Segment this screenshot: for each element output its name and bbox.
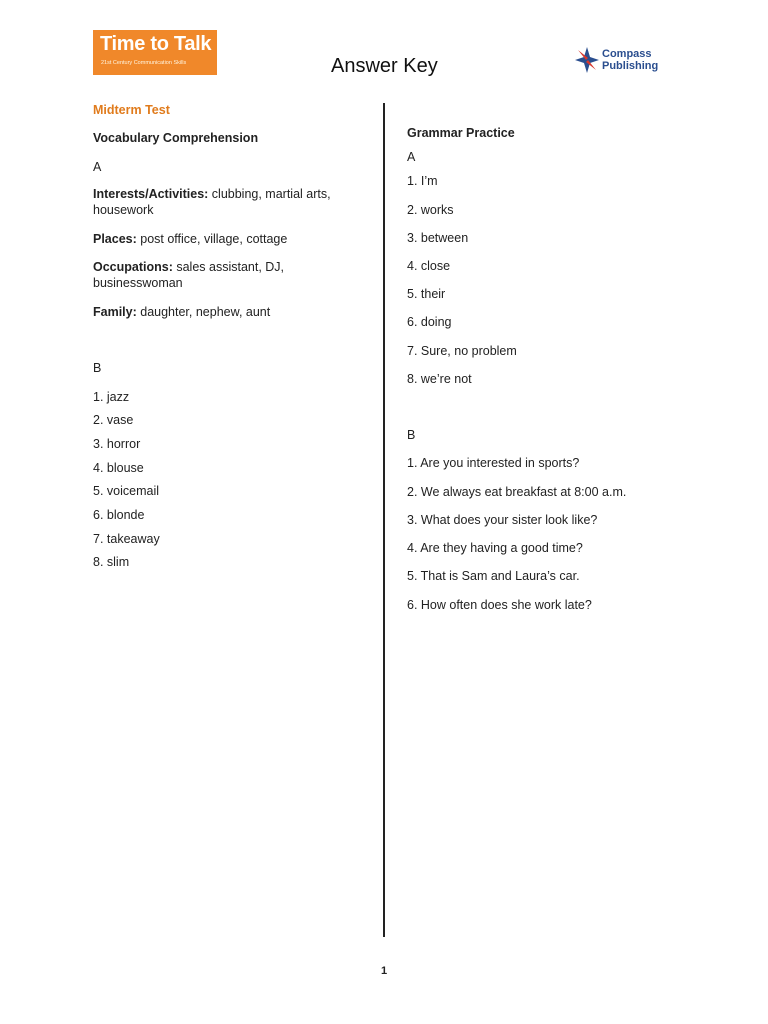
logo-brand-text: Time to Talk (100, 33, 212, 55)
part-b-label: B (407, 428, 416, 442)
list-item: 1. jazz (93, 390, 130, 404)
column-divider (383, 103, 385, 937)
list-item: 8. slim (93, 555, 130, 569)
list-item: 5. voicemail (93, 484, 159, 498)
list-item: 4. blouse (93, 461, 144, 475)
time-to-talk-logo (93, 30, 217, 75)
list-item: 4. Are they having a good time? (407, 541, 583, 555)
list-item: 6. How often does she work late? (407, 598, 592, 612)
logo-compass-text: Compass (602, 48, 652, 60)
list-item: 2. vase (93, 413, 134, 427)
list-item: 8. we’re not (407, 372, 472, 386)
logo-tagline: 21st Century Communication Skills (101, 60, 187, 66)
list-item: 6. blonde (93, 508, 145, 522)
compass-publishing-logo (574, 46, 674, 76)
list-item: 3. What does your sister look like? (407, 513, 598, 527)
list-item: 2. works (407, 203, 454, 217)
logo-publishing-text: Publishing (602, 60, 659, 72)
page-number: 1 (380, 965, 388, 977)
category-places: Places: post office, village, cottage (93, 232, 288, 246)
list-item: 6. doing (407, 315, 452, 329)
list-item: 7. takeaway (93, 532, 160, 546)
section-title: Midterm Test (93, 103, 170, 117)
list-item: 3. horror (93, 437, 141, 451)
part-a-label: A (407, 150, 416, 164)
list-item: 4. close (407, 259, 451, 273)
list-item: 1. Are you interested in sports? (407, 456, 580, 470)
list-item: 3. between (407, 231, 469, 245)
list-item: 5. That is Sam and Laura’s car. (407, 569, 580, 583)
grammar-heading: Grammar Practice (407, 126, 515, 140)
list-item: 7. Sure, no problem (407, 344, 517, 358)
vocabulary-heading: Vocabulary Comprehension (93, 131, 259, 145)
list-item: 5. their (407, 287, 446, 301)
part-b-label: B (93, 361, 102, 375)
compass-star-icon (574, 46, 600, 74)
page-title: Answer Key (331, 55, 438, 77)
category-interests: Interests/Activities: clubbing, martial arts, housework (93, 187, 331, 217)
list-item: 1. I’m (407, 174, 438, 188)
list-item: 2. We always eat breakfast at 8:00 a.m. (407, 485, 627, 499)
category-occupations: Occupations: sales assistant, DJ, businesswoman (93, 260, 285, 290)
category-family: Family: daughter, nephew, aunt (93, 305, 271, 319)
part-a-label: A (93, 160, 102, 174)
